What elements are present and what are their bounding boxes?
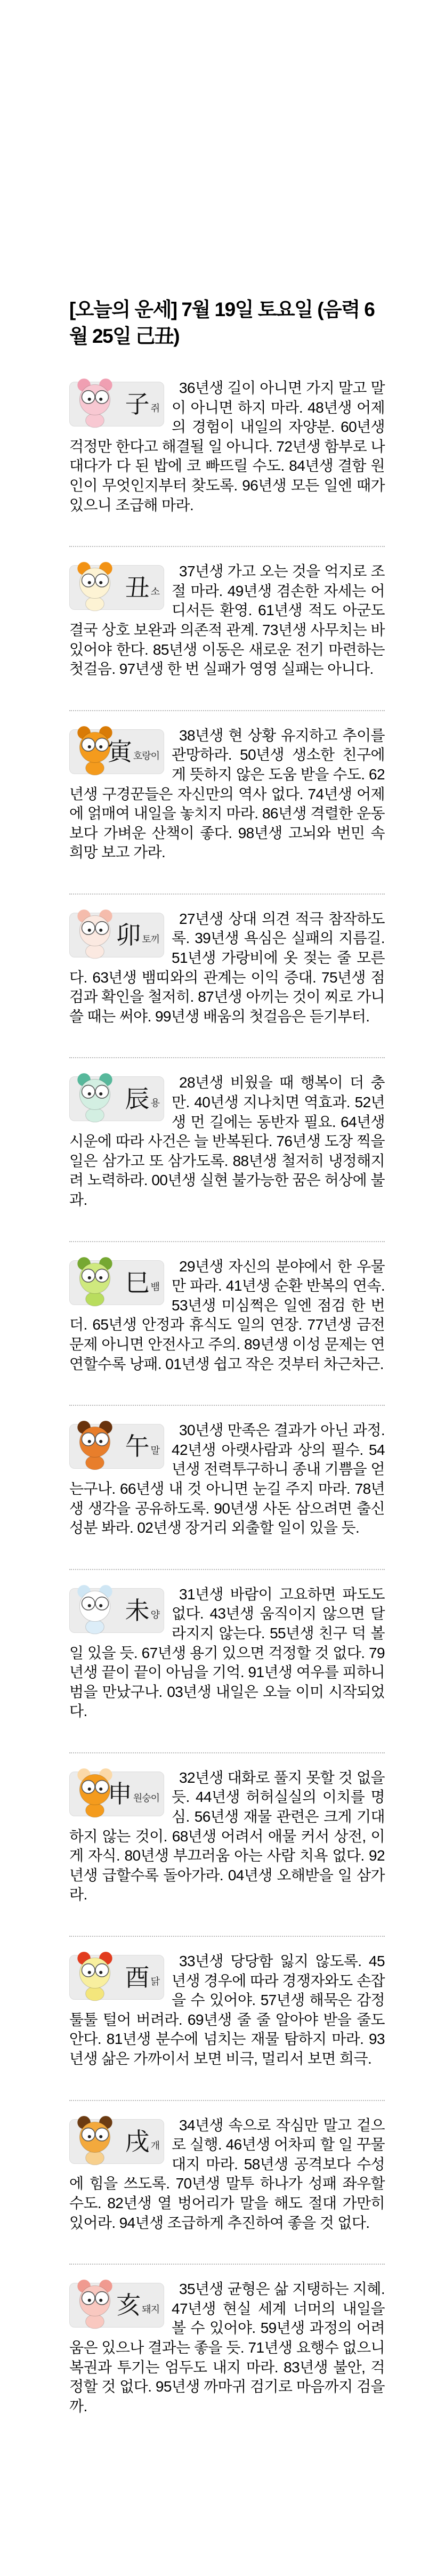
zodiac-hanzi: 戌 — [125, 2127, 150, 2156]
fortune-text: 36년생 길이 아니면 가지 말고 말이 아니면 하지 마라. 48년생 어제의 경험이 내일의 자양분. 60년생 걱정만 한다고 해결될 일 아니다. 72년생 함부로 나대다가 다 된 밥에 코 빠뜨릴 수도. 84년생 결함 원인이 무엇인지부터 찾도록. 96년생 모든 일엔 때가 있으니 조급해 마라. — [69, 380, 385, 513]
zodiac-korean-label: 원숭이 — [133, 1792, 159, 1804]
zodiac-korean-label: 양 — [150, 1609, 159, 1620]
entry-divider — [69, 1405, 385, 1406]
entry-divider — [69, 546, 385, 547]
zodiac-sign — [116, 920, 159, 949]
fortune-text: 30년생 만족은 결과가 아닌 과정. 42년생 아랫사람과 상의 필수. 54년생 전력투구하니 종내 기쁨을 얻는구나. 66년생 내 것 아니면 눈길 주지 마라. 78년생 생각을 공유하도록. 90년생 사돈 삼으려면 출신 성분 봐라. 02년생 장거리 외출할 일이 있을 듯. — [69, 1422, 385, 1536]
zodiac-badge — [69, 1424, 164, 1469]
fortune-text: 32년생 대화로 풀지 못할 것 없을 듯. 44년생 허허실실의 이치를 명심. 56년생 재물 관련은 크게 기대하지 않는 것이. 68년생 어려서 애물 커서 상전, 이게 자식. 80년생 부끄러움 아는 사람 치욕 없다. 92년생 급할수록 돌아가라. 04년생 오해받을 일 삼가라. — [69, 1769, 385, 1903]
zodiac-badge — [69, 382, 164, 426]
zodiac-korean-label: 용 — [150, 1098, 159, 1109]
horoscope-entry-snake — [69, 1257, 385, 1374]
horoscope-entry-rooster — [69, 1952, 385, 2069]
dog-icon — [68, 2113, 122, 2167]
zodiac-hanzi: 寅 — [107, 737, 132, 766]
horoscope-entry-pig — [69, 2280, 385, 2416]
zodiac-korean-label: 돼지 — [142, 2304, 159, 2315]
zodiac-sign — [108, 739, 159, 764]
rabbit-icon — [68, 906, 122, 961]
zodiac-sign — [125, 575, 159, 600]
horoscope-entry-sheep — [69, 1585, 385, 1721]
zodiac-sign — [125, 1434, 159, 1459]
page-title: [오늘의 운세] 7월 19일 토요일 (음력 6월 25일 己丑) — [69, 299, 375, 347]
zodiac-korean-label: 뱀 — [150, 1281, 159, 1292]
horse-icon — [68, 1418, 122, 1472]
zodiac-korean-label: 닭 — [150, 1976, 159, 1987]
entry-divider — [69, 1569, 385, 1570]
entry-divider — [69, 1936, 385, 1937]
entry-divider — [69, 1752, 385, 1753]
horoscope-entry-rat — [69, 379, 385, 515]
zodiac-korean-label: 개 — [150, 2140, 159, 2151]
zodiac-hanzi: 辰 — [125, 1084, 150, 1114]
zodiac-hanzi: 巳 — [125, 1268, 150, 1297]
fortune-text: 29년생 자신의 분야에서 한 우물만 파라. 41년생 순환 반복의 연속. 53년생 미심쩍은 일엔 점검 한 번 더. 65년생 안정과 휴식도 일의 연장. 77년생 금전 문제 아니면 안전사고 주의. 89년생 이성 문제는 연연할수록 낭패. 01년생 쉽고 작은 것부터 차근차근. — [69, 1258, 385, 1372]
horoscope-entry-ox — [69, 562, 385, 679]
zodiac-korean-label: 토끼 — [142, 933, 159, 945]
zodiac-korean-label: 쥐 — [150, 403, 159, 414]
zodiac-badge — [69, 1772, 164, 1816]
fortune-text: 34년생 속으로 작심만 말고 겉으로 실행. 46년생 어차피 할 일 꾸물대지 마라. 58년생 공격보다 수성에 힘을 쓰도록. 70년생 말투 하나가 성패 좌우할 수도. 82년생 열 벙어리가 말을 해도 절대 가만히 있어라. 94년생 조급하게 추진하여 좋을 것 없다. — [69, 2116, 385, 2231]
fortune-text: 33년생 당당함 잃지 않도록. 45년생 경우에 따라 경쟁자와도 손잡을 수 있어야. 57년생 해묵은 감정 툴툴 털어 버려라. 69년생 줄 줄 알아야 받을 줄도 안다. 81년생 분수에 넘치는 재물 탐하지 마라. 93년생 삶은 가까이서 보면 비극, 멀리서 보면 희극. — [69, 1953, 385, 2067]
zodiac-sign — [125, 2129, 159, 2154]
horoscope-entry-dog — [69, 2116, 385, 2233]
snake-icon — [68, 1254, 122, 1308]
fortune-text: 38년생 현 상황 유지하고 추이를 관망하라. 50년생 생소한 친구에게 뜻하지 않은 도움 받을 수도. 62년생 구경꾼들은 자신만의 역사 없다. 74년생 어제에 얽매여 내일을 놓치지 마라. 86년생 격렬한 운동보다 가벼운 산책이 좋다. 98년생 고뇌와 번민 속 희망 보고 가라. — [69, 727, 385, 861]
zodiac-sign — [125, 1084, 159, 1114]
fortune-text: 37년생 가고 오는 것을 억지로 조절 마라. 49년생 겸손한 자세는 어디서든 환영. 61년생 적도 아군도 결국 상호 보완과 의존적 관계. 73년생 사무치는 바 있어야 한다. 85년생 이동은 새로운 전기 마련하는 첫걸음. 97년생 한 번 실패가 영영 실패는 아니다. — [69, 563, 385, 678]
zodiac-hanzi: 酉 — [125, 1963, 150, 1992]
rat-icon — [68, 375, 122, 430]
fortune-text: 31년생 바람이 고요하면 파도도 없다. 43년생 움직이지 않으면 달라지지 않는다. 55년생 친구 덕 볼 일 있을 듯. 67년생 용기 있으면 걱정할 것 없다. 79년생 끝이 끝이 아님을 기억. 91년생 여우를 피하니 범을 만났구나. 03년생 내일은 오늘 이미 시작되었다. — [69, 1585, 385, 1720]
fortune-text: 35년생 균형은 삶 지탱하는 지혜. 47년생 현실 세계 너머의 내일을 볼 수 있어야. 59년생 과정의 어려움은 있으나 결과는 좋을 듯. 71년생 요행수 없으니 복권과 투기는 엄두도 내지 마라. 83년생 불안, 걱정할 것 없다. 95년생 까마귀 검기로 마음까지 검을까. — [69, 2281, 385, 2414]
dragon-icon — [68, 1070, 122, 1124]
fortune-text: 28년생 비웠을 때 행복이 더 충만. 40년생 지나치면 역효과. 52년생 먼 길에는 동반자 필요. 64년생 시운에 따라 사건은 늘 반복된다. 76년생 도장 찍을 일은 삼가고 또 삼가도록. 88년생 철저히 냉정해지려 노력하라. 00년생 실현 불가능한 꿈은 허상에 불과. — [69, 1074, 385, 1208]
entry-divider — [69, 893, 385, 895]
zodiac-badge — [69, 729, 164, 774]
zodiac-hanzi: 午 — [125, 1432, 150, 1461]
zodiac-badge — [69, 2283, 164, 2328]
zodiac-sign — [125, 392, 159, 416]
zodiac-badge — [69, 565, 164, 610]
pig-icon — [68, 2276, 122, 2331]
sheep-icon — [68, 1582, 122, 1636]
zodiac-sign — [125, 1270, 159, 1295]
zodiac-sign — [125, 1965, 159, 1990]
horoscope-entry-rabbit — [69, 909, 385, 1027]
horoscope-entry-monkey — [69, 1768, 385, 1905]
horoscope-entry-tiger — [69, 726, 385, 863]
zodiac-sign — [107, 1779, 159, 1808]
ox-icon — [68, 559, 122, 613]
zodiac-hanzi: 子 — [125, 390, 150, 418]
entry-divider — [69, 2264, 385, 2265]
zodiac-badge — [69, 913, 164, 957]
zodiac-korean-label: 말 — [150, 1445, 159, 1456]
entry-divider — [69, 1057, 385, 1058]
horoscope-entry-horse — [69, 1421, 385, 1538]
zodiac-badge — [69, 2119, 164, 2164]
zodiac-korean-label: 소 — [150, 586, 159, 598]
rooster-icon — [68, 1949, 122, 2003]
zodiac-hanzi: 亥 — [116, 2291, 141, 2320]
zodiac-badge — [69, 1588, 164, 1633]
zodiac-korean-label: 호랑이 — [133, 750, 159, 761]
zodiac-hanzi: 未 — [125, 1596, 150, 1625]
zodiac-sign — [116, 2291, 159, 2320]
zodiac-sign — [125, 1598, 159, 1623]
zodiac-badge — [69, 1955, 164, 2000]
horoscope-entry-dragon — [69, 1073, 385, 1210]
entry-divider — [69, 1241, 385, 1242]
zodiac-hanzi: 丑 — [125, 573, 150, 602]
zodiac-hanzi: 卯 — [116, 920, 141, 949]
zodiac-hanzi: 申 — [107, 1779, 132, 1808]
zodiac-badge — [69, 1260, 164, 1305]
fortune-text: 27년생 상대 의견 적극 참작하도록. 39년생 욕심은 실패의 지름길. 51년생 가랑비에 옷 젖는 줄 모른다. 63년생 뱀띠와의 관계는 이익 증대. 75년생 점검과 확인을 철저히. 87년생 아끼는 것이 찌로 가니 쓸 때는 써야. 99년생 배움의 첫걸음은 듣기부터. — [69, 910, 385, 1025]
entry-divider — [69, 2100, 385, 2101]
entry-divider — [69, 710, 385, 711]
zodiac-badge — [69, 1076, 164, 1121]
